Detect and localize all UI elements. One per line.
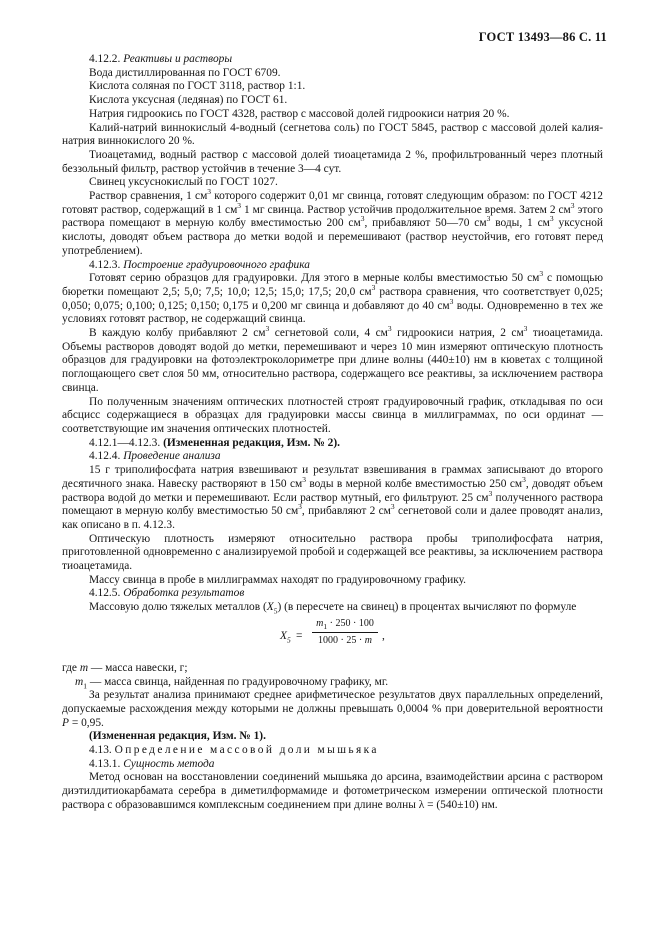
paragraph: Кислота соляная по ГОСТ 3118, раствор 1:1. <box>89 80 306 93</box>
superscript: 3 <box>237 200 242 210</box>
section-title: Обработка результатов <box>123 587 245 600</box>
formula-numerator <box>312 618 378 633</box>
section-heading <box>62 53 603 67</box>
superscript: 3 <box>570 200 575 210</box>
paragraph <box>62 464 603 533</box>
text-run: полученного раствора помещают в мерную колбу вместимостью 50 см <box>62 491 603 518</box>
section-title: Проведение анализа <box>123 450 221 463</box>
superscript: 3 <box>486 214 491 224</box>
section-heading <box>62 450 603 464</box>
text-run: ) (в пересчете на свинец) в процентах вычисляют по формуле <box>277 601 577 614</box>
paragraph: Натрия гидроокись по ГОСТ 4328, раствор с массовой долей гидроокиси натрия 20 %. <box>89 107 510 120</box>
amendment-note: (Измененная редакция, Изм. № 1). <box>89 730 266 743</box>
paragraph: Метод основан на восстановлении соединений мышьяка до арсина, взаимодействии арсина с раствором диэтилдитиокарбамата серебра в диметилформамиде и фотометрическом измерении оптической плотности раствора с образовавшимся комплексным соединением при длине волны λ = (540±10) нм. <box>62 771 603 811</box>
section-number: 4.12.2. <box>89 53 121 65</box>
page-header: ГОСТ 13493—86 С. 11 <box>478 30 607 44</box>
paragraph <box>62 269 603 327</box>
text-run: Раствор сравнения, 1 см <box>89 190 208 203</box>
text-run: воды, 1 см <box>490 217 550 230</box>
subscript: 1 <box>83 680 87 690</box>
formula-legend <box>62 662 603 676</box>
superscript: 3 <box>523 324 528 334</box>
section-title: Сущность метода <box>123 757 215 770</box>
formula <box>62 618 603 658</box>
text-run: , прибавляют 50—70 см <box>364 217 487 230</box>
formula-denominator <box>312 633 378 647</box>
variable: X <box>266 601 274 614</box>
formula-legend <box>62 676 603 690</box>
paragraph <box>62 689 603 730</box>
text-run: сегнетовой соли, 4 см <box>269 327 388 340</box>
text-run: где <box>62 661 80 674</box>
text-run: которого содержит 0,01 мг свинца, готовят следующим образом: по ГОСТ 4212 готовят раствор, содержащий в 1 см <box>62 190 603 216</box>
text-run: 1 мг свинца. Раствор устойчив продолжительное время. Затем 2 см <box>241 203 571 216</box>
text-run: этого раствора помещают в мерную колбу вместимостью 200 см <box>62 203 603 230</box>
paragraph: Вода дистиллированная по ГОСТ 6709. <box>89 66 281 79</box>
section-title: Определение массовой доли мышьяка <box>114 744 379 757</box>
text-run: = 0,95. <box>68 716 104 729</box>
paragraph: Тиоацетамид, водный раствор с массовой долей тиоацетамида 2 %, профильтрованный через плотный беззольный фильтр, раствор устойчив в течение 3—4 сут. <box>62 148 603 175</box>
section-number: 4.13. <box>89 744 112 757</box>
superscript: 3 <box>539 269 544 279</box>
text-run: гидроокиси натрия, 2 см <box>391 327 524 340</box>
paragraph: Свинец уксуснокислый по ГОСТ 1027. <box>89 176 278 189</box>
superscript: 3 <box>390 502 395 512</box>
subscript: 5 <box>273 606 278 616</box>
paragraph: Оптическую плотность измеряют относительно раствора пробы триполифосфата натрия, приготовленной одновременно с анализируемой пробой и содержащей все реактивы, за исключением раствора тиоацетамида. <box>62 532 603 573</box>
section-heading <box>62 758 603 772</box>
text-run: 15 г триполифосфата натрия взвешивают и результат взвешивания в граммах записывают до второго десятичного знака. Навеску растворяют в 150 см <box>62 464 603 490</box>
paragraph: Массу свинца в пробе в миллиграммах находят по градуировочному графику. <box>89 573 467 586</box>
variable: m <box>79 661 89 674</box>
formula-fraction <box>312 618 378 647</box>
text-run: сегнетовой соли и далее проводят анализ, как описано в п. 4.12.3. <box>62 505 603 531</box>
section-number: 4.12.4. <box>89 450 121 463</box>
section-number: 4.12.5. <box>89 587 121 600</box>
superscript: 3 <box>298 502 302 512</box>
text-run: , доводят объем раствора водой до метки и перемешивают. Если раствор мутный, его фильтруют. 25 см <box>62 477 603 504</box>
text-run: , прибавляют 2 см <box>301 505 391 518</box>
variable: P <box>62 716 69 729</box>
text-run: — масса свинца, найденная по градуировочному графику, мг. <box>86 675 389 688</box>
section-heading <box>62 259 603 273</box>
text-run: воды. Одновременно в тех же условиях готовят раствор, не содержащий свинца. <box>62 299 603 326</box>
section-number: 4.12.1—4.12.3. <box>89 436 161 449</box>
text-run: В каждую колбу прибавляют 2 см <box>89 327 266 340</box>
section-title: Реактивы и растворы <box>123 53 233 65</box>
superscript: 3 <box>207 187 212 197</box>
text-run: воды в мерной колбе вместимостью 250 см <box>305 477 523 490</box>
paragraph <box>62 324 603 396</box>
formula-equals: = <box>296 629 303 642</box>
section-heading <box>62 587 603 601</box>
formula-lhs <box>280 630 291 644</box>
superscript: 3 <box>371 283 376 293</box>
paragraph <box>62 187 604 259</box>
text-run: Готовят серию образцов для градуировки. Для этого в мерные колбы вместимостью 50 см <box>89 272 540 285</box>
subscript: 1 <box>323 621 328 631</box>
paragraph: Калий-натрий виннокислый 4-водный (сегнетова соль) по ГОСТ 5845, раствор с массовой долей калия-натрия виннокислого 20 %. <box>62 121 603 148</box>
text-run: — масса навески, г; <box>88 661 188 674</box>
variable: X <box>280 629 287 642</box>
variable: m <box>364 634 372 646</box>
text-run: уксусной кислоты, доводят объем раствора до метки водой и перемешивают (раствор неустойчив, его готовят перед употреблением). <box>62 217 604 257</box>
superscript: 3 <box>488 488 493 498</box>
text-run: раствора сравнения, что соответствует 0,025; 0,050; 0,075; 0,100; 0,125; 0,150; 0,175 и 0,200 мг свинца и добавляют до 40 см <box>62 285 603 312</box>
section-title: Построение градуировочного графика <box>123 258 310 271</box>
superscript: 3 <box>302 475 306 484</box>
paragraph <box>62 601 603 615</box>
amendment-text: (Измененная редакция, Изм. № 2). <box>163 436 341 449</box>
superscript: 3 <box>549 214 554 224</box>
text-run: За результат анализа принимают среднее арифметическое результатов двух параллельных определений, допускаемые расхождения между которыми не должны превышать 0,0004 % при доверительной вероятности <box>62 689 603 715</box>
text-run: 1000 · 25 · <box>318 634 365 646</box>
text-run: тиоацетамида. Объемы растворов доводят водой до метки, перемешивают и через 10 мин измеряют оптическую плотность образцов для градуировки на фотоэлектроколориметре при длине волны (440±10) нм в кюветах с толщиной поглощающего свет слоя 50 мм, относительно раствора, содержащего все реактивы, за исключением раствора свинца. <box>62 327 603 394</box>
paragraph: Кислота уксусная (ледяная) по ГОСТ 61. <box>89 94 288 107</box>
amendment-note <box>62 437 603 451</box>
superscript: 3 <box>522 475 526 484</box>
text-run: Массовую долю тяжелых металлов ( <box>89 601 267 614</box>
formula-tail: , <box>382 629 385 642</box>
section-number: 4.12.3. <box>89 258 121 271</box>
subscript: 5 <box>286 635 291 645</box>
variable: m <box>316 617 324 629</box>
variable: m <box>75 675 84 688</box>
document-body <box>62 53 603 813</box>
paragraph: По полученным значениям оптических плотностей строят градуировочный график, откладывая по оси абсцисс содержащиеся в образцах для градуировки массы свинца в миллиграммах, по оси ординат — соответствующие им значения оптических плотностей. <box>62 395 603 435</box>
superscript: 3 <box>449 296 454 306</box>
text-run: · 250 · 100 <box>327 617 374 629</box>
text-run: с помощью бюретки помещают 2,5; 5,0; 7,5; 10,0; 12,5; 15,0; 17,5; 20,0 см <box>62 272 603 298</box>
superscript: 3 <box>387 324 392 334</box>
superscript: 3 <box>265 324 270 334</box>
superscript: 3 <box>360 214 365 224</box>
section-number: 4.13.1. <box>89 757 121 770</box>
section-heading <box>62 744 603 758</box>
